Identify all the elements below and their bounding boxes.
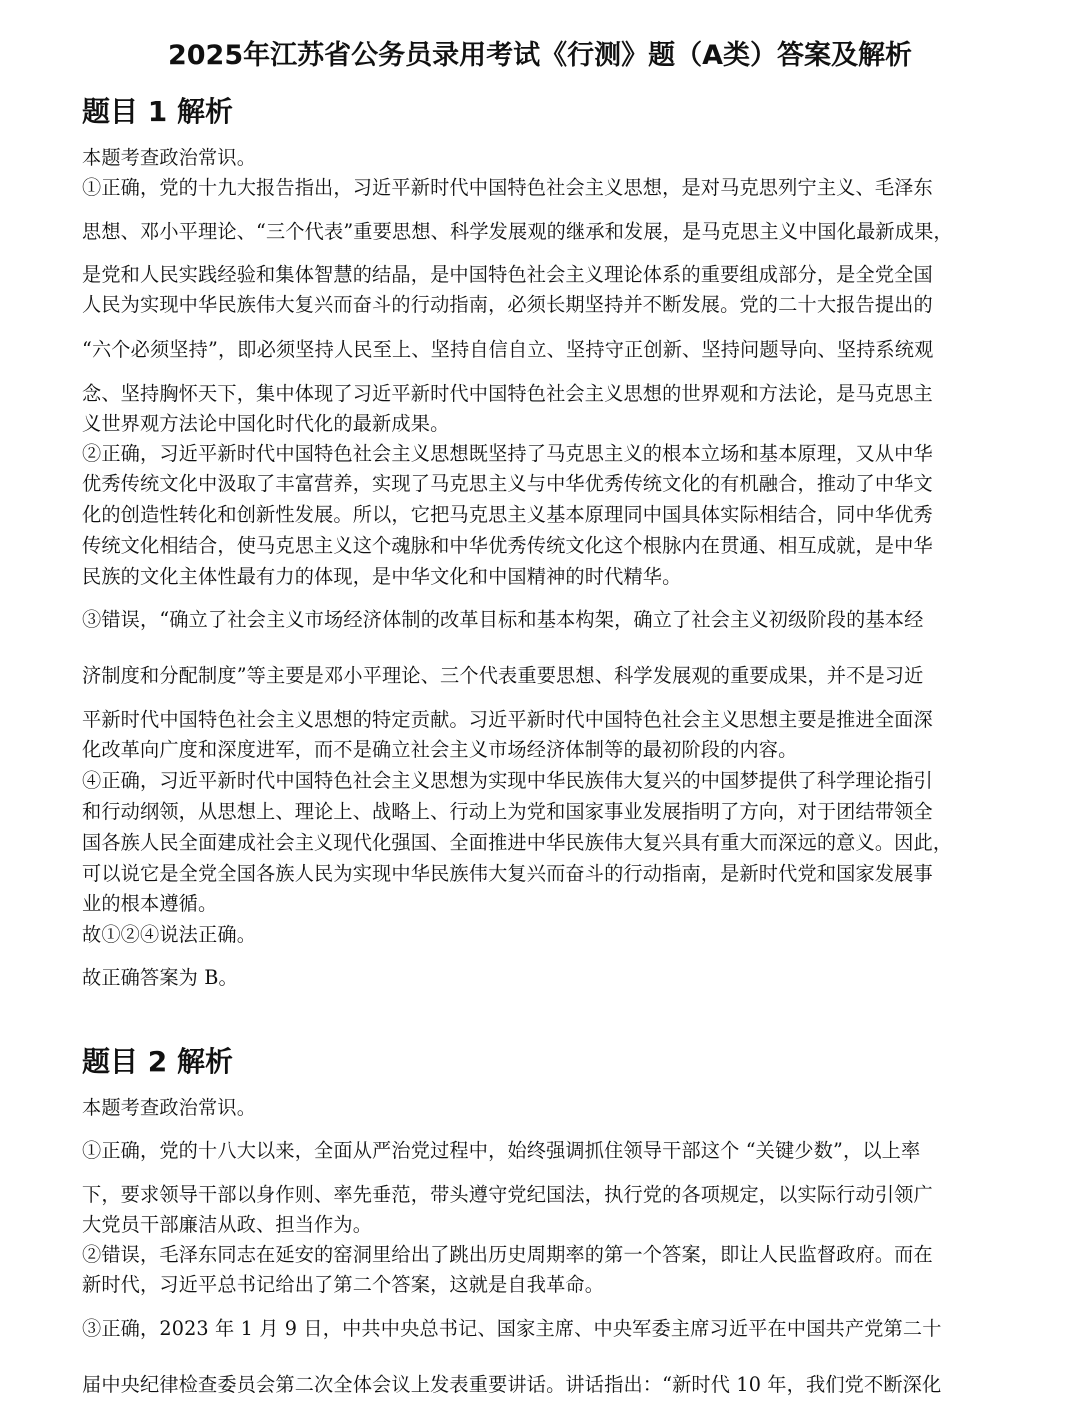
section-1-line: 念、坚持胸怀天下，集中体现了习近平新时代中国特色社会主义思想的世界观和方法论，是马克思主 [82,382,933,405]
section-2-line: ①正确，党的十八大以来，全面从严治党过程中，始终强调抓住领导干部这个 “关键少数”，以上率 [82,1139,921,1162]
section-1-line: 故正确答案为 B。 [82,966,238,989]
section-1-line: 化的创造性转化和创新性发展。所以，它把马克思主义基本原理同中国具体实际相结合，同中华优秀 [82,503,933,526]
section-1-line: 济制度和分配制度”等主要是邓小平理论、三个代表重要思想、科学发展观的重要成果，并不是习近 [82,664,924,687]
section-1-line: 故①②④说法正确。 [82,923,257,946]
section-1-line: 优秀传统文化中汲取了丰富营养，实现了马克思主义与中华优秀传统文化的有机融合，推动了中华文 [82,472,933,495]
section-1-line: 是党和人民实践经验和集体智慧的结晶，是中国特色社会主义理论体系的重要组成部分，是全党全国 [82,263,933,286]
section-2-line: 下，要求领导干部以身作则、率先垂范，带头遵守党纪国法，执行党的各项规定，以实际行动引领广 [82,1183,933,1206]
section-1-line: 平新时代中国特色社会主义思想的特定贡献。习近平新时代中国特色社会主义思想主要是推进全面深 [82,708,933,731]
section-2-line: 本题考查政治常识。 [82,1096,257,1119]
section-1-line: ①正确，党的十九大报告指出，习近平新时代中国特色社会主义思想，是对马克思列宁主义、毛泽东 [82,176,933,199]
section-1-line: 民族的文化主体性最有力的体现，是中华文化和中国精神的时代精华。 [82,565,682,588]
section-1-line: 义世界观方法论中国化时代化的最新成果。 [82,412,450,435]
section-2-line: 大党员干部廉洁从政、担当作为。 [82,1213,373,1236]
section-2-line: ③正确，2023 年 1 月 9 日，中共中央总书记、国家主席、中央军委主席习近平在中国共产党第二十 [82,1317,942,1340]
section-heading-1: 题目 1 解析 [82,95,233,128]
section-1-line: ③错误，“确立了社会主义市场经济体制的改革目标和基本构架，确立了社会主义初级阶段的基本经 [82,608,924,631]
section-1-line: 化改革向广度和深度进军，而不是确立社会主义市场经济体制等的最初阶段的内容。 [82,738,798,761]
section-1-line: 人民为实现中华民族伟大复兴而奋斗的行动指南，必须长期坚持并不断发展。党的二十大报告提出的 [82,293,933,316]
section-1-line: 思想、邓小平理论、“三个代表”重要思想、科学发展观的继承和发展，是马克思主义中国化最新成果， [82,220,953,243]
section-1-line: ④正确，习近平新时代中国特色社会主义思想为实现中华民族伟大复兴的中国梦提供了科学理论指引 [82,769,933,792]
section-2-line: ②错误，毛泽东同志在延安的窑洞里给出了跳出历史周期率的第一个答案，即让人民监督政府。而在 [82,1243,933,1266]
section-heading-2: 题目 2 解析 [82,1045,233,1078]
document-title: 2025年江苏省公务员录用考试《行测》题（A类）答案及解析 [167,40,913,71]
section-1-line: 国各族人民全面建成社会主义现代化强国、全面推进中华民族伟大复兴具有重大而深远的意义。因此， [82,831,953,854]
section-1-line: 传统文化相结合，使马克思主义这个魂脉和中华优秀传统文化这个根脉内在贯通、相互成就，是中华 [82,534,933,557]
section-1-line: ②正确，习近平新时代中国特色社会主义思想既坚持了马克思主义的根本立场和基本原理，又从中华 [82,442,933,465]
section-2-line: 新时代，习近平总书记给出了第二个答案，这就是自我革命。 [82,1273,605,1296]
section-1-line: 本题考查政治常识。 [82,146,257,169]
section-1-line: 可以说它是全党全国各族人民为实现中华民族伟大复兴而奋斗的行动指南，是新时代党和国家发展事 [82,862,933,885]
section-1-line: 和行动纲领，从思想上、理论上、战略上、行动上为党和国家事业发展指明了方向，对于团结带领全 [82,800,933,823]
section-1-line: “六个必须坚持”，即必须坚持人民至上、坚持自信自立、坚持守正创新、坚持问题导向、坚持系统观 [82,338,934,361]
section-2-line: 届中央纪律检查委员会第二次全体会议上发表重要讲话。讲话指出：“新时代 10 年，我们党不断深化 [82,1373,942,1396]
section-1-line: 业的根本遵循。 [82,892,218,915]
